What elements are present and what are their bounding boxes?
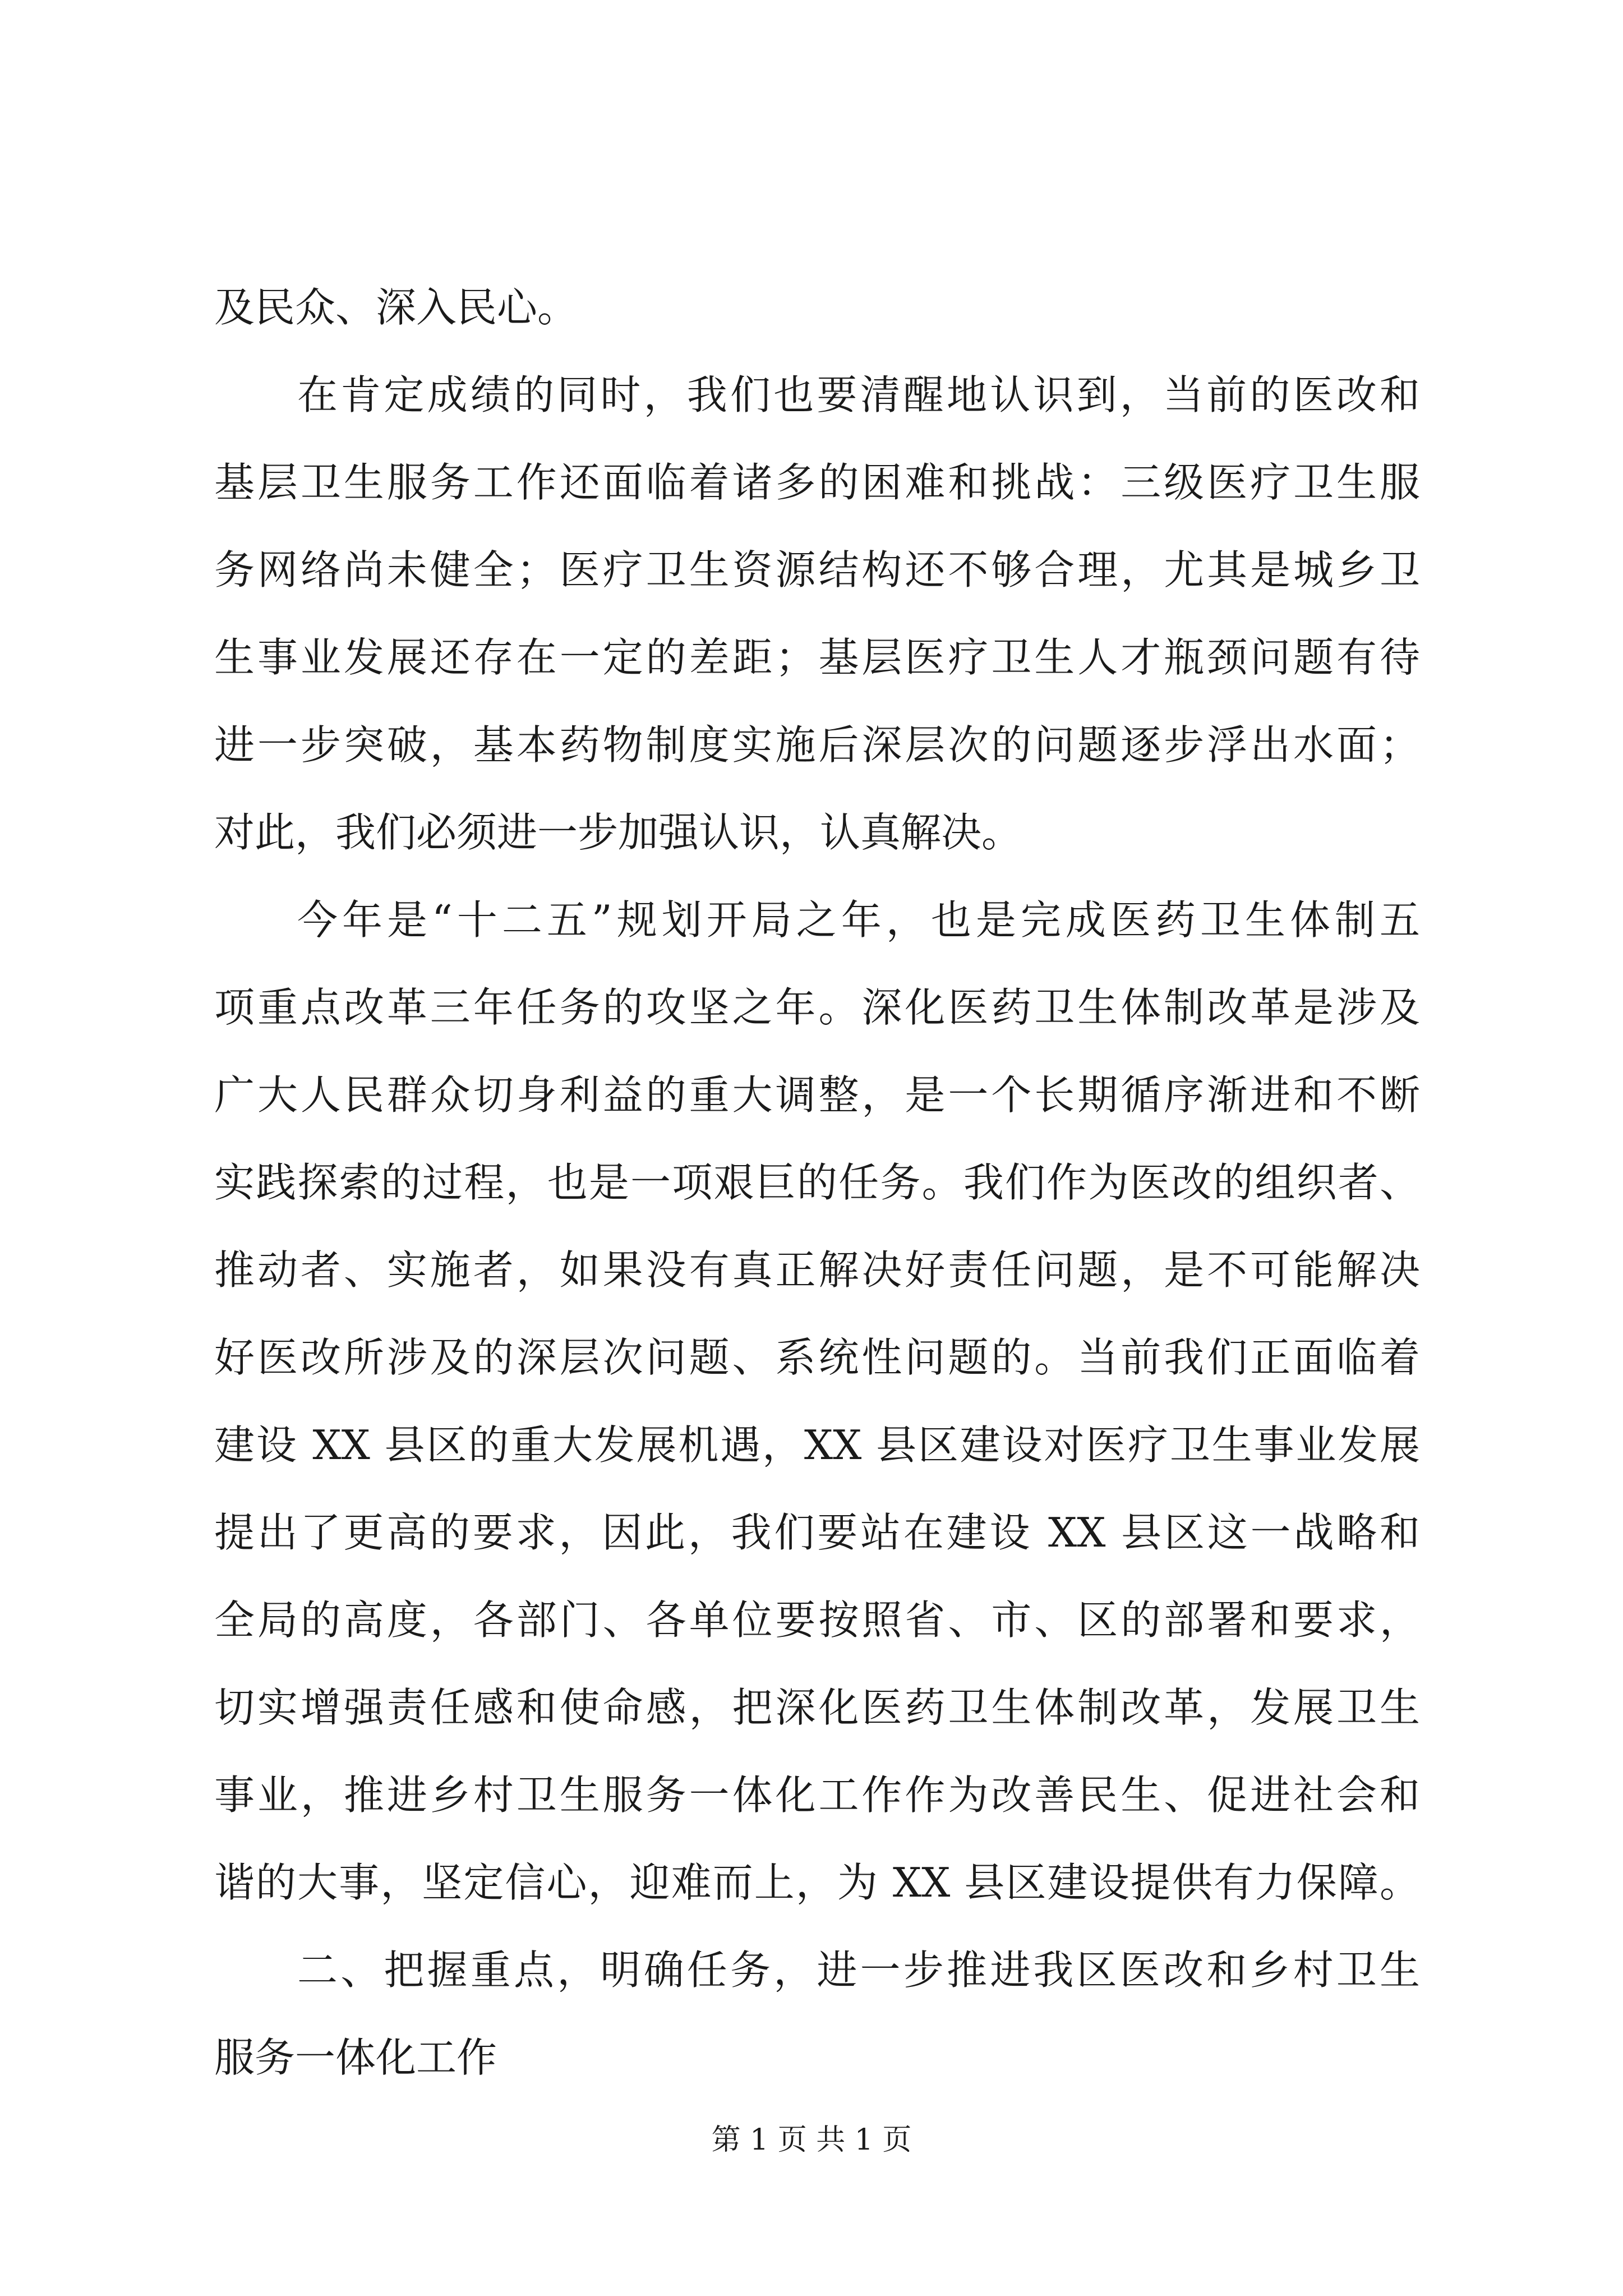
text-line: 在肯定成绩的同时，我们也要清醒地认识到，当前的医改和 bbox=[297, 371, 1420, 418]
text-line: 推动者、实施者，如果没有真正解决好责任问题，是不可能解决 bbox=[214, 1246, 1420, 1294]
text-line: 实践探索的过程，也是一项艰巨的任务。我们作为医改的组织者、 bbox=[214, 1159, 1420, 1206]
text-line: 生事业发展还存在一定的差距；基层医疗卫生人才瓶颈问题有待 bbox=[214, 634, 1420, 681]
text-line: 务网络尚未健全；医疗卫生资源结构还不够合理，尤其是城乡卫 bbox=[214, 546, 1420, 593]
page-number-footer: 第 1 页 共 1 页 bbox=[711, 2123, 912, 2157]
text-line: 基层卫生服务工作还面临着诸多的困难和挑战：三级医疗卫生服 bbox=[214, 459, 1420, 506]
section-heading-line: 二、把握重点，明确任务，进一步推进我区医改和乡村卫生 bbox=[297, 1947, 1420, 1994]
text-line: 对此，我们必须进一步加强认识，认真解决。 bbox=[214, 809, 1022, 856]
text-line: 今年是“十二五”规划开局之年，也是完成医药卫生体制五 bbox=[297, 896, 1420, 944]
text-line: 广大人民群众切身利益的重大调整，是一个长期循序渐进和不断 bbox=[214, 1071, 1420, 1119]
document-body bbox=[214, 264, 1420, 2101]
text-line: 进一步突破，基本药物制度实施后深层次的问题逐步浮出水面； bbox=[214, 721, 1420, 769]
text-line: 建设 XX 县区的重大发展机遇，XX 县区建设对医疗卫生事业发展 bbox=[214, 1421, 1420, 1469]
section-heading-line: 服务一体化工作 bbox=[214, 2034, 497, 2081]
text-line: 全局的高度，各部门、各单位要按照省、市、区的部署和要求， bbox=[214, 1596, 1420, 1644]
text-line: 项重点改革三年任务的攻坚之年。深化医药卫生体制改革是涉及 bbox=[214, 984, 1420, 1031]
text-line: 谐的大事，坚定信心，迎难而上，为 XX 县区建设提供有力保障。 bbox=[214, 1859, 1420, 1906]
text-line: 事业，推进乡村卫生服务一体化工作作为改善民生、促进社会和 bbox=[214, 1772, 1420, 1819]
text-line: 切实增强责任感和使命感，把深化医药卫生体制改革，发展卫生 bbox=[214, 1684, 1420, 1731]
text-line: 好医改所涉及的深层次问题、系统性问题的。当前我们正面临着 bbox=[214, 1334, 1420, 1381]
text-line: 提出了更高的要求，因此，我们要站在建设 XX 县区这一战略和 bbox=[214, 1509, 1420, 1556]
text-line: 及民众、深入民心。 bbox=[214, 284, 578, 331]
